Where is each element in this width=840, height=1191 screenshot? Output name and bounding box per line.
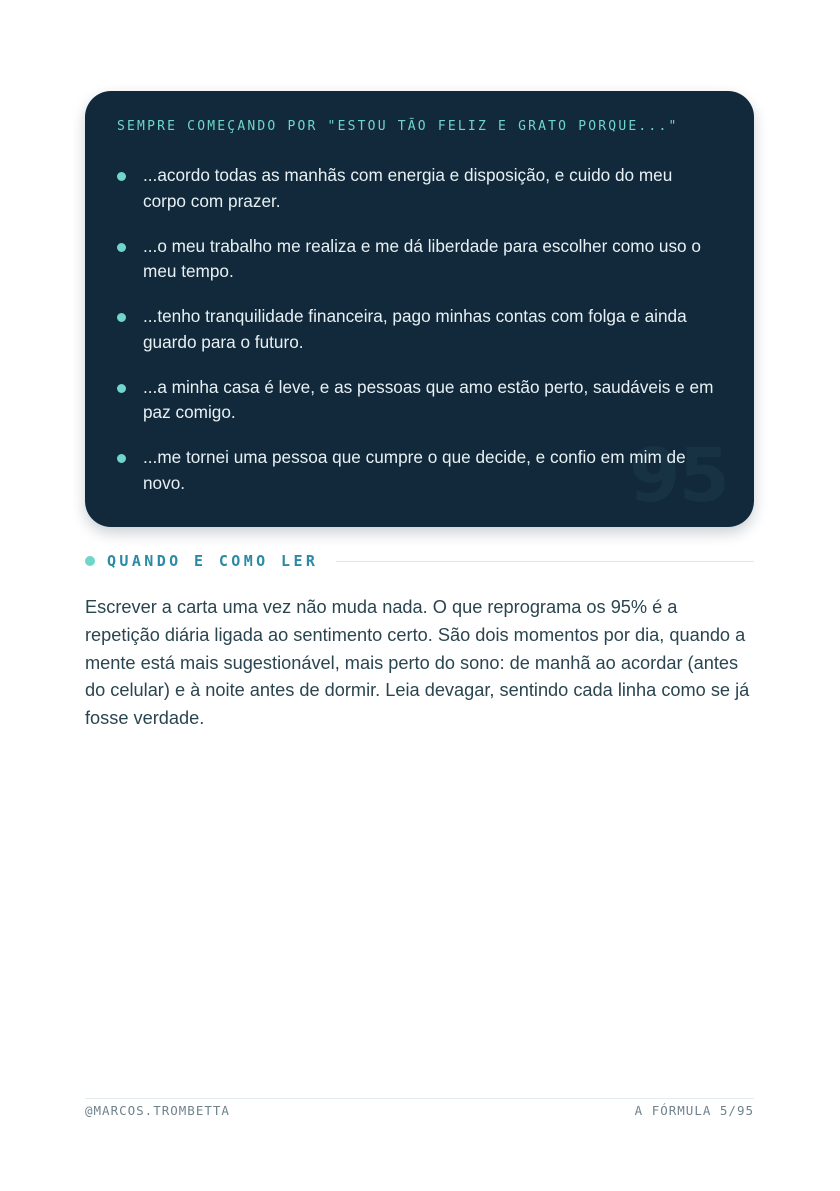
list-item <box>117 375 717 446</box>
affirmation-text: ...o meu trabalho me realiza e me dá liberdade para escolher como uso o meu tempo. <box>143 235 701 281</box>
affirmation-text: ...tenho tranquilidade financeira, pago minhas contas com folga e ainda guardo para o futuro. <box>143 306 687 352</box>
list-item <box>117 445 717 516</box>
bullet-dot-icon <box>117 313 126 322</box>
bullet-dot-icon <box>117 454 126 463</box>
footer-handle: @MARCOS.TROMBETTA <box>85 1103 230 1118</box>
bullet-dot-icon <box>117 172 126 181</box>
affirmations-card <box>85 91 754 527</box>
affirmation-text: ...a minha casa é leve, e as pessoas que amo estão perto, saudáveis e em paz comigo. <box>143 376 714 422</box>
section-dot-icon <box>85 556 95 566</box>
section-divider <box>336 561 754 562</box>
bullet-dot-icon <box>117 243 126 252</box>
card-watermark-number: 95 <box>629 433 728 519</box>
section-header <box>85 549 754 573</box>
affirmation-text: ...me tornei uma pessoa que cumpre o que decide, e confio em mim de novo. <box>143 447 686 493</box>
footer-page-label: A FÓRMULA 5/95 <box>634 1103 754 1118</box>
list-item <box>117 234 717 305</box>
list-item <box>117 163 717 234</box>
affirmation-text: ...acordo todas as manhãs com energia e disposição, e cuido do meu corpo com prazer. <box>143 165 673 211</box>
bullet-dot-icon <box>117 384 126 393</box>
section-title: QUANDO E COMO LER <box>107 552 319 570</box>
footer-divider <box>85 1098 754 1099</box>
section-body-paragraph: Escrever a carta uma vez não muda nada. O que reprograma os 95% é a repetição diária ligada ao sentimento certo. São dois momentos por dia, quando a mente está mais sugestionável, mais perto do sono: de manhã ao acordar (antes do celular) e à noite antes de dormir. Leia devagar, sentindo cada linha como se já fosse verdade. <box>85 597 750 729</box>
card-heading: SEMPRE COMEÇANDO POR "ESTOU TÃO FELIZ E GRATO PORQUE..." <box>117 119 679 134</box>
list-item <box>117 304 717 375</box>
affirmations-list <box>117 163 717 516</box>
